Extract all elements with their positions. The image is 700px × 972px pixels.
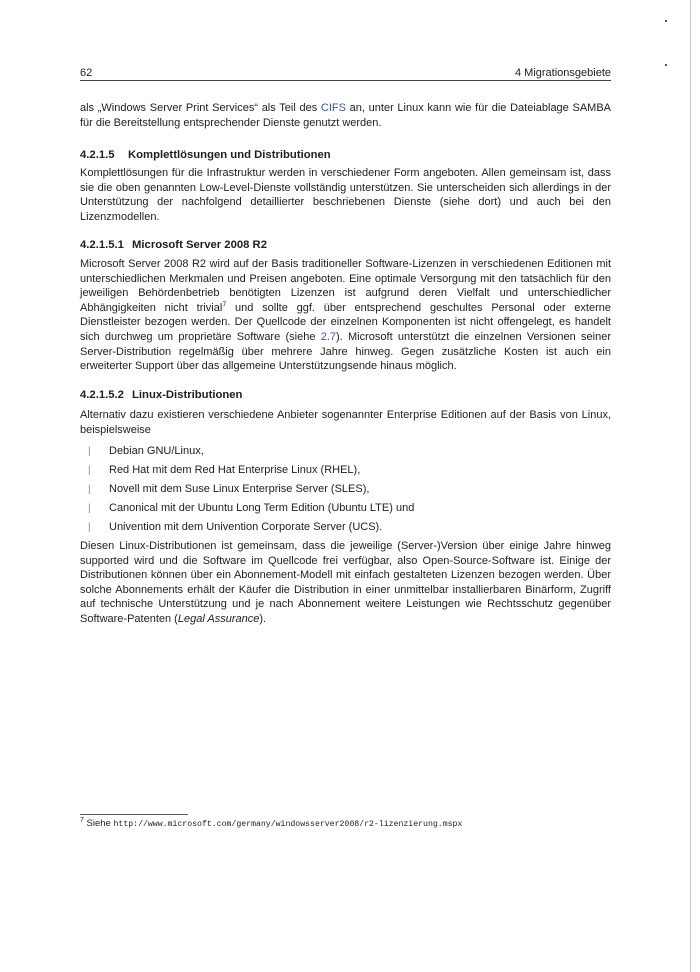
bullet-icon: | [88,503,91,514]
section-number: 4.2.1.5.1 [80,239,124,251]
list-item: | Canonical mit der Ubuntu Long Term Edition (Ubuntu LTE) und [80,499,611,518]
bullet-icon: | [88,446,91,457]
heading-komplettloesungen [80,148,611,162]
list-item: | Red Hat mit dem Red Hat Enterprise Linux (RHEL), [80,461,611,480]
list-item: | Novell mit dem Suse Linux Enterprise Server (SLES), [80,480,611,499]
bullet-icon: | [88,484,91,495]
section-title: Linux-Distributionen [132,389,243,401]
footnote [80,818,611,831]
footnote-number: 7 [80,816,84,824]
bullet-icon: | [88,522,91,533]
running-header [80,66,611,80]
footnote-ref[interactable]: 7 [222,301,227,309]
chapter-title: 4 Migrationsgebiete [514,67,611,79]
section-title: Microsoft Server 2008 R2 [132,239,268,251]
cifs-link[interactable]: CIFS [320,102,346,114]
page-number: 62 [80,67,93,79]
legal-assurance-term: Legal Assurance [177,612,260,625]
footnote-rule [80,814,188,815]
paragraph-linux-closing: Diesen Linux-Distributionen ist gemeinsam, dass die jeweilige (Server-)Version über einige Jahre hinweg supported wird und die Software im Quellcode frei verfügbar, also Open-Source-Software ist. Einige der Distributionen können über ein Abonnement-Modell mit einfach gestalteten Lizenzen bezogen werden. Über solche Abonnements erhält der Käufer die Distribution in einer unmittelbar installierbaren Binärform, Zugriff auf technische Unterstützung und je nach Abonnement weitere Leistungen wie Rechtsschutz gegenüber Software-Patenten (Legal Assurance). [80,540,611,625]
section-ref-link[interactable]: 2.7 [320,330,337,343]
paragraph-microsoft-server: Microsoft Server 2008 R2 wird auf der Basis traditioneller Software-Lizenzen in verschiedenen Editionen mit unterschiedlichen Merkmalen und Preisen angeboten. Eine optimale Versorgung mit den tatsächlich für den jeweiligen Behördenbetrieb benötigten Lizenzen ist aufgrund deren Vielfalt und unterschiedlicher Abhängigkeiten nicht trivial$^7$ und sollte ggf. über entsprechend geschultes Personal oder externe Dienstleister bezogen werden. Der Quellcode der einzelnen Komponenten ist nicht offengelegt, es handelt sich durchweg um proprietäre Software (siehe 2.7). Microsoft unterstützt die einzelnen Versionen seiner Server-Distribution regelmäßig über mehrere Jahre hinweg. Gegen zusätzliche Kosten ist auch ein erweiterter Support über das allgemeine Unterstützungsende hinaus möglich. [80,258,611,373]
heading-linux-distributionen [80,388,611,402]
scan-edge-line [690,0,691,972]
bullet-icon: | [88,465,91,476]
scan-mark [665,64,667,66]
footnote-url-link[interactable]: http://www.microsoft.com/germany/windowsserver2008/r2-lizenzierung.mspx [113,820,463,829]
footnote-label: Siehe [86,818,111,829]
paragraph-komplettloesungen: Komplettlösungen für die Infrastruktur werden in verschiedener Form angeboten. Allen gemeinsam ist, dass sie die oben genannten Low-Level-Dienste vollständig unterstützen. Sie unterscheiden sich allerdings in der Unterstützung der nachfolgend detaillierter beschriebenen Dienste (siehe dort) und auch bei den Lizenzmodellen. [80,167,611,223]
section-number: 4.2.1.5 [80,149,115,161]
list-item: | Debian GNU/Linux, [80,442,611,461]
section-title: Komplettlösungen und Distributionen [128,149,331,161]
section-number: 4.2.1.5.2 [80,389,124,401]
distribution-list [80,442,611,537]
list-item: | Univention mit dem Univention Corporate Server (UCS). [80,518,611,537]
intro-paragraph: als „Windows Server Print Services“ als Teil des CIFS an, unter Linux kann wie für die Dateiablage SAMBA für die Bereitstellung entsprechender Dienste genutzt werden. [80,102,612,129]
scan-mark [665,20,667,22]
paragraph-linux-intro: Alternativ dazu existieren verschiedene Anbieter sogenannter Enterprise Editionen auf der Basis von Linux, beispielsweise [80,409,611,436]
heading-microsoft-server [80,238,611,252]
header-rule [80,80,611,81]
